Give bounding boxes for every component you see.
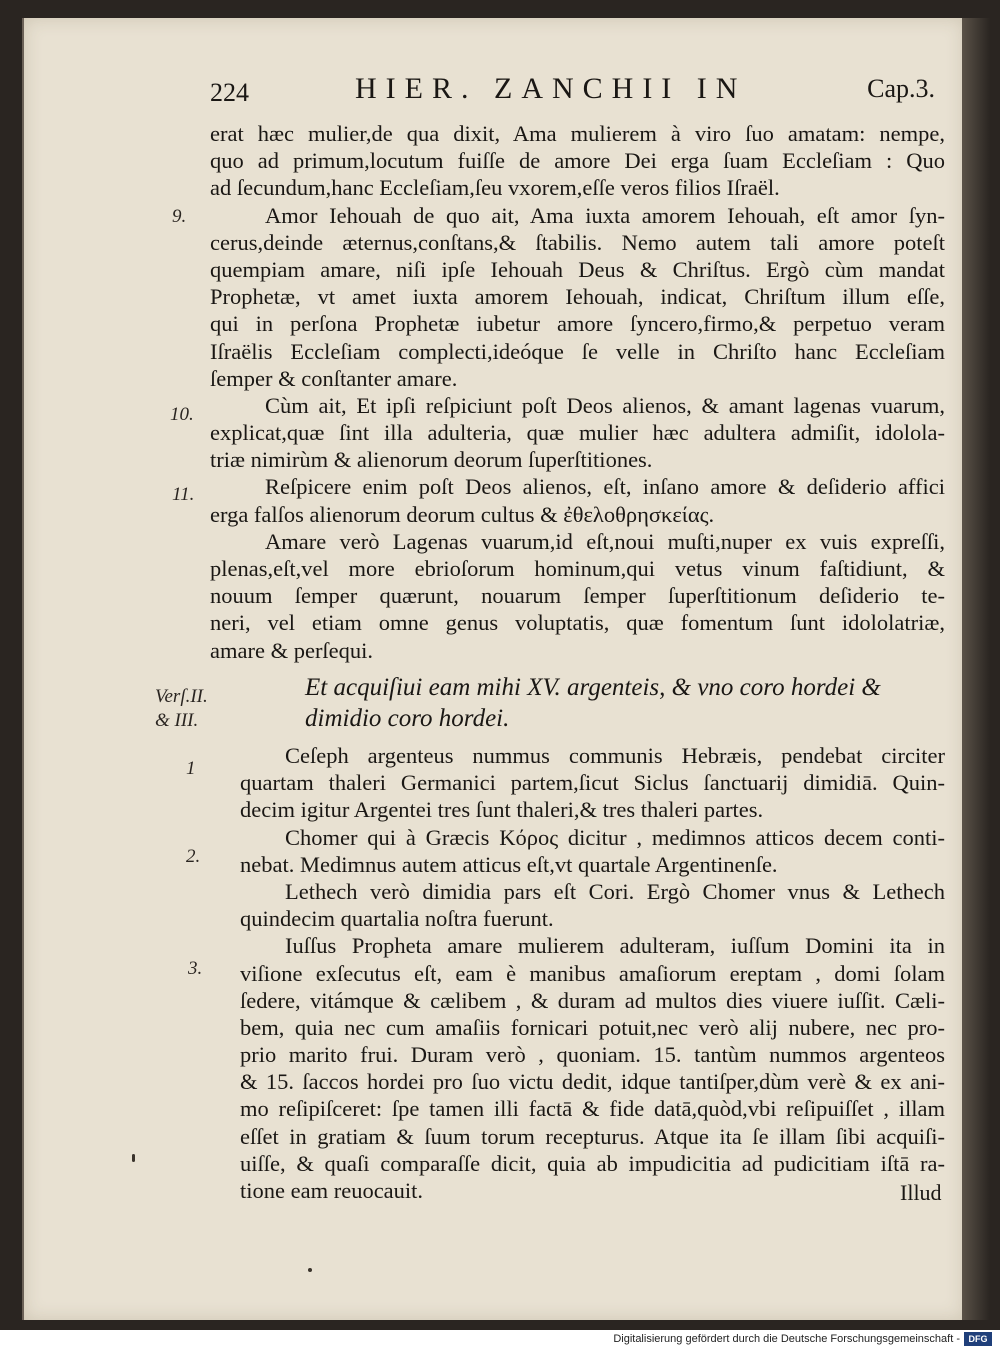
- text-line: neri, vel etiam omne genus voluptatis, quæ fomentum ſunt idololatriæ,: [210, 610, 945, 636]
- text-line: triæ nimirùm & alienorum deorum ſuperſtitiones.: [210, 447, 653, 473]
- margin-note-3: 3.: [188, 958, 203, 979]
- text-line: quempiam amare, niſi ipſe Iehouah Deus & Chriſtus. Ergò cùm mandat: [210, 256, 945, 282]
- text-line: Ceſeph argenteus nummus communis Hebræis, pendebat circiter: [285, 743, 945, 768]
- running-head: [210, 72, 935, 112]
- text-line: Amare verò Lagenas vuarum,id eſt,noui muſti,nuper ex vuis expreſſi,: [265, 528, 945, 554]
- margin-note-et-iii: & III.: [155, 710, 199, 731]
- ink-speck: [132, 1154, 135, 1162]
- margin-note-11: 11.: [172, 484, 195, 505]
- catchword: Illud: [900, 1180, 942, 1205]
- section-heading: [305, 672, 905, 734]
- funding-notice: Digitalisierung gefördert durch die Deutsche Forschungsgemeinschaft -: [613, 1333, 960, 1345]
- text-line: plenas,eſt,vel more ebrioſorum hominum,qui vetus vinum faſtidiunt, &: [210, 556, 945, 581]
- text-line: eſſet in gratiam & ſuum torum recepturus. Atque ita ſe illam ſibi acquiſi-: [240, 1123, 945, 1149]
- text-line: nebat. Medimnus autem atticus eſt,vt quartale Argentinenſe.: [240, 851, 778, 877]
- ink-speck: [308, 1268, 312, 1272]
- text-line: qui in perſona Prophetæ iubetur amore ſyncero,firmo,& perpetuo veram: [210, 311, 945, 337]
- text-line: explicat,quæ ſint illa adulteria, quæ mulier hæc adultera admiſit, idolola-: [210, 420, 945, 446]
- heading-line: dimidio coro hordei.: [305, 705, 510, 732]
- heading-line: Et acquiſiui eam mihi XV. argenteis, & vno coro hordei &: [305, 674, 881, 701]
- text-line: prio marito frui. Duram verò , quoniam. 15. tantùm nummos argenteos: [240, 1042, 945, 1068]
- text-line: Chomer qui à Græcis Κόρος dicitur , medimnos atticos decem conti-: [285, 824, 945, 850]
- text-line: mo reſipiſceret: ſpe tamen illi factā & fide datā,quòd,vbi reſipuiſſet , illam: [240, 1096, 945, 1122]
- body-text-bottom: [240, 742, 945, 1204]
- page-number: 224: [210, 78, 249, 107]
- text-line: cerus,deinde æternus,conſtans,& ſtabilis. Nemo autem tali amore poteſt: [210, 229, 945, 255]
- text-line: uiſſe, & quaſi comparaſſe dicit, quia ab impudicitia ad pudicitiam iſtā ra-: [240, 1150, 945, 1176]
- text-line: Prophetæ, vt amet iuxta amorem Iehouah, indicat, Chriſtum illum eſſe,: [210, 284, 945, 310]
- text-line: quindecim quartalia noſtra fuerunt.: [240, 906, 554, 932]
- text-line: ad ſecundum,hanc Eccleſiam,ſeu vxorem,eſſe veros filios Iſraël.: [210, 175, 780, 201]
- margin-note-2: 2.: [186, 846, 201, 867]
- dfg-logo: DFG: [964, 1332, 992, 1346]
- text-line: Amor Iehouah de quo ait, Ama iuxta amorem Iehouah, eſt amor ſyn-: [265, 202, 945, 228]
- text-line: quo ad primum,locutum fuiſſe de amore Dei erga ſuam Eccleſiam : Quo: [210, 148, 945, 174]
- margin-note-vers: Verſ.II.: [155, 686, 208, 707]
- text-line: ſemper & conſtanter amare.: [210, 365, 458, 391]
- margin-note-10: 10.: [170, 404, 194, 425]
- text-line: & 15. ſaccos hordei pro ſuo victu dedit, idque tantiſper,dùm verè & ex ani-: [240, 1069, 945, 1095]
- text-line: Iſraëlis Eccleſiam complecti,ideóque ſe velle in Chriſto hanc Eccleſiam: [210, 338, 945, 364]
- text-line: ſedere, vitámque & cælibem , & duram ad multos dies viuere iuſſit. Cæli-: [240, 987, 945, 1013]
- text-line: Cùm ait, Et ipſi reſpiciunt poſt Deos alienos, & amant lagenas vuarum,: [265, 392, 945, 418]
- text-line: Reſpicere enim poſt Deos alienos, eſt, inſano amore & deſiderio affici: [265, 474, 945, 500]
- text-line: erga falſos alienorum deorum cultus & ἐθελοθρησκείας.: [210, 501, 715, 527]
- text-line: Iuſſus Propheta amare mulierem adulteram, iuſſum Domini ita in: [285, 933, 945, 959]
- text-line: bem, quia nec cum amaſiis fornicari potuit,nec verò alij nubere, nec pro-: [240, 1014, 945, 1040]
- body-text-top: [210, 120, 945, 664]
- text-line: tione eam reuocauit.: [240, 1178, 424, 1203]
- text-line: quartam thaleri Germanici partem,ſicut Siclus ſanctuarij dimidiā. Quin-: [240, 770, 945, 796]
- text-line: viſione exſecutus eſt, eam è manibus amaſiorum ereptam , domi ſolam: [240, 960, 945, 986]
- text-line: erat hæc mulier,de qua dixit, Ama mulierem à viro ſuo amatam: nempe,: [210, 121, 945, 146]
- text-line: Lethech verò dimidia pars eſt Cori. Ergò Chomer vnus & Lethech: [285, 878, 945, 904]
- text-line: nouum ſemper quærunt, nouarum ſemper ſuperſtitionum deſiderio te-: [210, 583, 945, 609]
- chapter-label: Cap.3.: [867, 74, 935, 103]
- running-title: HIER. ZANCHII IN: [355, 72, 747, 105]
- text-line: amare & perſequi.: [210, 637, 374, 663]
- footer-bar: [0, 1330, 1000, 1350]
- page-edge-shadow: [962, 18, 990, 1320]
- margin-note-9: 9.: [172, 206, 187, 227]
- text-line: decim igitur Argentei tres ſunt thaleri,& tres thaleri partes.: [240, 797, 764, 823]
- margin-note-1: 1: [186, 758, 196, 779]
